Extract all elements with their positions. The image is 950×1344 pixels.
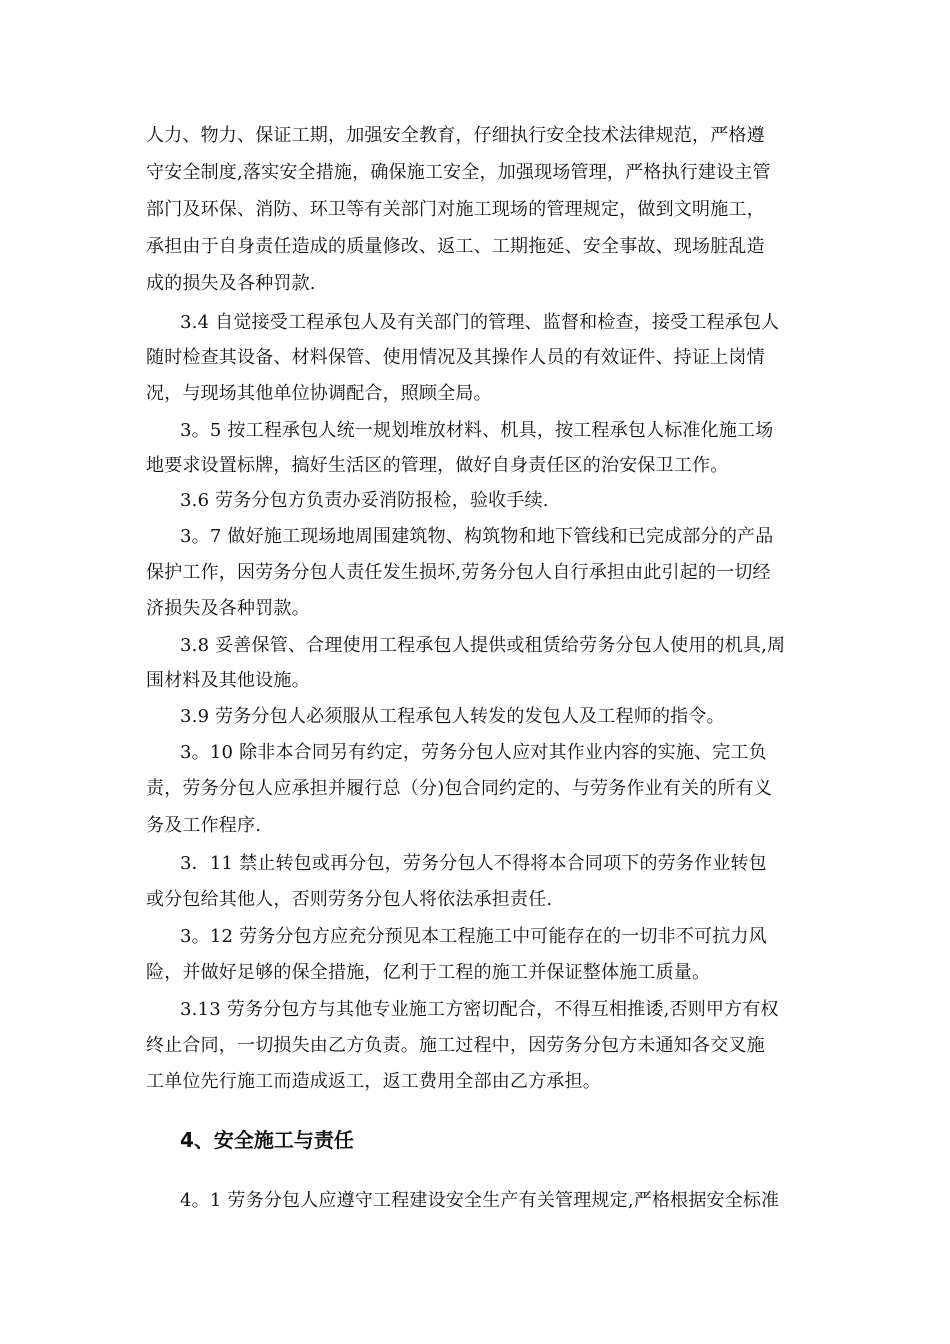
text-line: 务及工作程序. [146, 815, 262, 836]
text-line: 地要求设置标牌，搞好生活区的管理，做好自身责任区的治安保卫工作。 [146, 455, 729, 476]
text-line: 4。1 劳务分包人应遵守工程建设安全生产有关管理规定,严格根据安全标准 [180, 1190, 780, 1211]
text-line: 3.6 劳务分包方负责办妥消防报检，验收手续. [180, 490, 549, 511]
text-line: 责，劳务分包人应承担并履行总（分)包合同约定的、与劳务作业有关的所有义 [146, 778, 773, 799]
text-line: 3。10 除非本合同另有约定，劳务分包人应对其作业内容的实施、完工负 [180, 742, 767, 763]
text-line: 人力、物力、保证工期，加强安全教育，仔细执行安全技术法律规范，严格遵 [146, 125, 765, 146]
text-line: 围材料及其他设施。 [146, 670, 310, 691]
text-line: 3。5 按工程承包人统一规划堆放材料、机具，按工程承包人标准化施工场 [180, 420, 774, 441]
text-line: 终止合同，一切损失由乙方负责。施工过程中，因劳务分包方未通知各交叉施 [146, 1035, 765, 1056]
text-line: 济损失及各种罚款。 [146, 598, 310, 619]
text-line: 3。7 做好施工现场地周围建筑物、构筑物和地下管线和已完成部分的产品 [180, 526, 774, 547]
text-line: 承担由于自身责任造成的质量修改、返工、工期拖延、安全事故、现场脏乱造 [146, 236, 765, 257]
text-line: 工单位先行施工而造成返工，返工费用全部由乙方承担。 [146, 1071, 601, 1092]
text-line: 3．11 禁止转包或再分包，劳务分包人不得将本合同项下的劳务作业转包 [180, 853, 767, 874]
text-line: 或分包给其他人，否则劳务分包人将依法承担责任. [146, 889, 553, 910]
text-line: 险，并做好足够的保全措施，亿利于工程的施工并保证整体施工质量。 [146, 962, 711, 983]
text-line: 3.9 劳务分包人必须服从工程承包人转发的发包人及工程师的指令。 [180, 706, 725, 727]
text-line: 3.4 自觉接受工程承包人及有关部门的管理、监督和检查，接受工程承包人 [180, 312, 780, 333]
text-line: 保护工作，因劳务分包人责任发生损坏,劳务分包人自行承担由此引起的一切经 [146, 562, 771, 583]
text-line: 守安全制度,落实安全措施，确保施工安全，加强现场管理，严格执行建设主管 [146, 162, 771, 183]
text-line: 3.8 妥善保管、合理使用工程承包人提供或租赁给劳务分包人使用的机具,周 [180, 635, 786, 656]
text-line: 部门及环保、消防、环卫等有关部门对施工现场的管理规定，做到文明施工， [146, 199, 765, 220]
text-line: 3。12 劳务分包方应充分预见本工程施工中可能存在的一切非不可抗力风 [180, 926, 767, 947]
text-line: 随时检查其设备、材料保管、使用情况及其操作人员的有效证件、持证上岗情 [146, 347, 765, 368]
text-line: 况，与现场其他单位协调配合，照顾全局。 [146, 383, 492, 404]
text-line: 成的损失及各种罚款. [146, 273, 316, 294]
text-line: 3.13 劳务分包方与其他专业施工方密切配合，不得互相推诿,否则甲方有权 [180, 999, 779, 1020]
section-heading: 4、安全施工与责任 [180, 1128, 354, 1152]
